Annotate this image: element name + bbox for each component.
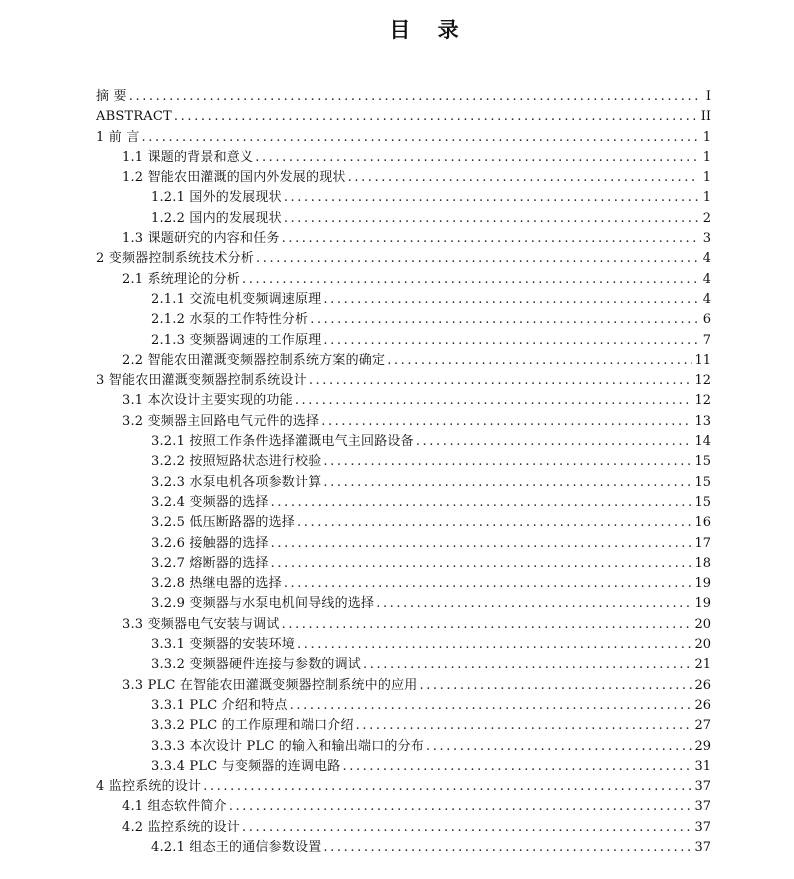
toc-entry-page-number: I <box>705 89 711 104</box>
toc-dot-leader <box>271 534 693 554</box>
toc-entry-page-number: 19 <box>694 576 711 592</box>
toc-entry-label: 1.3 课题研究的内容和任务 <box>122 231 280 247</box>
toc-dot-leader <box>256 249 699 269</box>
toc-entry-page-number: 37 <box>694 779 711 795</box>
toc-entry-label: 3.2.9 变频器与水泵电机间导线的选择 <box>151 596 375 612</box>
toc-entry-page-number: 7 <box>702 332 711 348</box>
toc-entry[interactable] <box>96 493 711 513</box>
toc-entry-label: 3.2 变频器主回路电气元件的选择 <box>122 413 320 429</box>
toc-entry-page-number: 1 <box>702 149 711 165</box>
toc-entry[interactable] <box>96 107 711 127</box>
toc-entry-label: 3.2.2 按照短路状态进行校验 <box>151 454 322 470</box>
toc-entry-page-number: 19 <box>694 596 711 612</box>
toc-entry-page-number: 18 <box>694 555 711 571</box>
toc-entry-page-number: 37 <box>694 839 711 855</box>
toc-entry[interactable] <box>96 473 711 493</box>
toc-entry[interactable] <box>96 432 711 452</box>
toc-dot-leader <box>356 716 693 736</box>
toc-entry-label: ABSTRACT <box>96 109 172 125</box>
toc-entry[interactable] <box>96 391 711 411</box>
toc-entry-page-number: 2 <box>702 210 711 226</box>
toc-entry-page-number: 15 <box>694 494 711 510</box>
toc-entry[interactable] <box>96 737 711 757</box>
toc-dot-leader <box>290 696 693 716</box>
toc-entry-page-number: 20 <box>694 637 711 653</box>
toc-entry-label: 3.3 变频器电气安装与调试 <box>122 616 280 632</box>
toc-dot-leader <box>242 818 692 838</box>
toc-dot-leader <box>323 838 692 858</box>
toc-entry-label: 3.2.5 低压断路器的选择 <box>151 515 296 531</box>
toc-dot-leader <box>363 655 692 675</box>
toc-entry-page-number: 1 <box>702 190 711 206</box>
toc-entry-label: 1.1 课题的背景和意义 <box>122 149 254 165</box>
toc-entry[interactable] <box>96 534 711 554</box>
toc-entry[interactable] <box>96 818 711 838</box>
toc-dot-leader <box>323 473 692 493</box>
toc-entry[interactable] <box>96 554 711 574</box>
toc-entry-page-number: 37 <box>694 819 711 835</box>
toc-entry-label: 3.2.7 熔断器的选择 <box>151 555 269 571</box>
toc-dot-leader <box>310 310 699 330</box>
toc-entry-page-number: 21 <box>694 657 711 673</box>
toc-entry-page-number: 6 <box>702 312 711 328</box>
toc-entry[interactable] <box>96 331 711 351</box>
toc-dot-leader <box>323 331 699 351</box>
toc-entry[interactable] <box>96 777 711 797</box>
toc-dot-leader <box>129 87 699 107</box>
toc-dot-leader <box>297 513 692 533</box>
toc-entry[interactable] <box>96 452 711 472</box>
toc-entry-label: 3.3.2 PLC 的工作原理和端口介绍 <box>151 718 354 734</box>
toc-dot-leader <box>295 391 693 411</box>
toc-entry[interactable] <box>96 757 711 777</box>
toc-dot-leader <box>142 128 699 148</box>
toc-dot-leader <box>309 371 693 391</box>
toc-entry-page-number: 14 <box>694 434 711 450</box>
toc-entry-page-number: 12 <box>694 373 711 389</box>
toc-entry-page-number: 13 <box>694 413 711 429</box>
toc-entry-label: 2.1.1 交流电机变频调速原理 <box>151 291 322 307</box>
table-of-contents <box>96 87 711 858</box>
toc-entry-label: 3.2.8 热继电器的选择 <box>151 576 282 592</box>
toc-dot-leader <box>387 351 692 371</box>
toc-entry[interactable] <box>96 270 711 290</box>
toc-entry[interactable] <box>96 838 711 858</box>
toc-dot-leader <box>255 148 699 168</box>
toc-entry[interactable] <box>96 371 711 391</box>
toc-entry-label: 3.1 本次设计主要实现的功能 <box>122 393 293 409</box>
toc-entry[interactable] <box>96 290 711 310</box>
toc-dot-leader <box>323 290 699 310</box>
toc-entry-page-number: 31 <box>694 758 711 774</box>
toc-entry-label: 3.3 PLC 在智能农田灌溉变频器控制系统中的应用 <box>122 677 418 693</box>
toc-entry-page-number: 1 <box>702 170 711 186</box>
toc-dot-leader <box>342 757 692 777</box>
toc-entry-label: 3.2.6 接触器的选择 <box>151 535 269 551</box>
toc-entry-page-number: 27 <box>694 718 711 734</box>
toc-entry[interactable] <box>96 310 711 330</box>
toc-entry-label: 4.2.1 组态王的通信参数设置 <box>151 839 322 855</box>
toc-entry-label: 2.1.3 变频器调速的工作原理 <box>151 332 322 348</box>
toc-entry-label: 4 监控系统的设计 <box>96 779 202 795</box>
toc-entry-label: 1.2.1 国外的发展现状 <box>151 190 282 206</box>
toc-entry[interactable] <box>96 797 711 817</box>
toc-dot-leader <box>271 554 693 574</box>
toc-entry[interactable] <box>96 209 711 229</box>
toc-entry-page-number: 15 <box>694 474 711 490</box>
toc-entry-label: 4.2 监控系统的设计 <box>122 819 241 835</box>
toc-dot-leader <box>271 493 693 513</box>
toc-entry[interactable] <box>96 87 711 107</box>
toc-dot-leader <box>174 107 699 127</box>
toc-entry-page-number: 29 <box>694 738 711 754</box>
toc-entry-page-number: II <box>700 109 711 125</box>
toc-dot-leader <box>229 797 693 817</box>
toc-entry[interactable] <box>96 594 711 614</box>
toc-entry[interactable] <box>96 188 711 208</box>
toc-dot-leader <box>419 676 692 696</box>
toc-entry-label: 2.2 智能农田灌溉变频器控制系统方案的确定 <box>122 352 386 368</box>
toc-entry-page-number: 4 <box>702 291 711 307</box>
toc-entry-page-number: 20 <box>694 616 711 632</box>
toc-entry[interactable] <box>96 148 711 168</box>
toc-entry-page-number: 26 <box>694 697 711 713</box>
toc-entry-page-number: 15 <box>694 454 711 470</box>
toc-entry[interactable] <box>96 574 711 594</box>
toc-dot-leader <box>297 635 692 655</box>
toc-entry-label: 3.2.4 变频器的选择 <box>151 494 269 510</box>
toc-dot-leader <box>426 737 692 757</box>
toc-dot-leader <box>323 452 692 472</box>
toc-entry-label: 3.3.3 本次设计 PLC 的输入和输出端口的分布 <box>151 738 425 754</box>
toc-dot-leader <box>284 188 699 208</box>
toc-entry-page-number: 4 <box>702 271 711 287</box>
toc-entry[interactable] <box>96 229 711 249</box>
toc-entry[interactable] <box>96 412 711 432</box>
toc-dot-leader <box>284 209 699 229</box>
toc-entry-label: 3 智能农田灌溉变频器控制系统设计 <box>96 373 307 389</box>
toc-entry-page-number: 3 <box>702 231 711 247</box>
toc-entry-label: 4.1 组态软件简介 <box>122 799 227 815</box>
toc-entry[interactable] <box>96 351 711 371</box>
toc-dot-leader <box>376 594 692 614</box>
toc-entry[interactable] <box>96 128 711 148</box>
toc-entry-label: 摘 要 <box>96 89 127 104</box>
toc-entry[interactable] <box>96 249 711 269</box>
toc-entry[interactable] <box>96 168 711 188</box>
toc-dot-leader <box>282 229 699 249</box>
toc-entry[interactable] <box>96 615 711 635</box>
toc-entry[interactable] <box>96 716 711 736</box>
toc-entry-label: 3.3.2 变频器硬件连接与参数的调试 <box>151 657 362 673</box>
toc-dot-leader <box>284 574 693 594</box>
toc-entry-label: 3.3.1 变频器的安装环境 <box>151 637 296 653</box>
toc-entry-page-number: 37 <box>694 799 711 815</box>
toc-entry[interactable] <box>96 696 711 716</box>
toc-entry[interactable] <box>96 676 711 696</box>
toc-entry-label: 1.2.2 国内的发展现状 <box>151 210 282 226</box>
toc-entry-label: 2.1 系统理论的分析 <box>122 271 241 287</box>
toc-entry[interactable] <box>96 513 711 533</box>
toc-entry-page-number: 12 <box>694 393 711 409</box>
toc-dot-leader <box>203 777 692 797</box>
toc-dot-leader <box>282 615 693 635</box>
toc-entry-label: 2.1.2 水泵的工作特性分析 <box>151 312 309 328</box>
toc-entry-label: 3.3.1 PLC 介绍和特点 <box>151 697 288 713</box>
toc-dot-leader <box>348 168 699 188</box>
toc-entry-page-number: 11 <box>694 352 711 368</box>
toc-entry-page-number: 1 <box>702 129 711 145</box>
page-title: 目 录 <box>389 18 469 42</box>
toc-entry-label: 2 变频器控制系统技术分析 <box>96 251 255 267</box>
toc-entry[interactable] <box>96 635 711 655</box>
toc-entry[interactable] <box>96 655 711 675</box>
toc-entry-page-number: 4 <box>702 251 711 267</box>
toc-dot-leader <box>416 432 693 452</box>
toc-entry-page-number: 17 <box>694 535 711 551</box>
toc-entry-label: 3.3.4 PLC 与变频器的连调电路 <box>151 758 341 774</box>
toc-entry-label: 1 前 言 <box>96 129 140 145</box>
toc-entry-page-number: 26 <box>694 677 711 693</box>
toc-entry-label: 3.2.1 按照工作条件选择灌溉电气主回路设备 <box>151 434 414 450</box>
toc-entry-label: 3.2.3 水泵电机各项参数计算 <box>151 474 322 490</box>
toc-entry-label: 1.2 智能农田灌溉的国内外发展的现状 <box>122 170 346 186</box>
toc-dot-leader <box>321 412 692 432</box>
toc-dot-leader <box>242 270 699 290</box>
toc-entry-page-number: 16 <box>694 515 711 531</box>
